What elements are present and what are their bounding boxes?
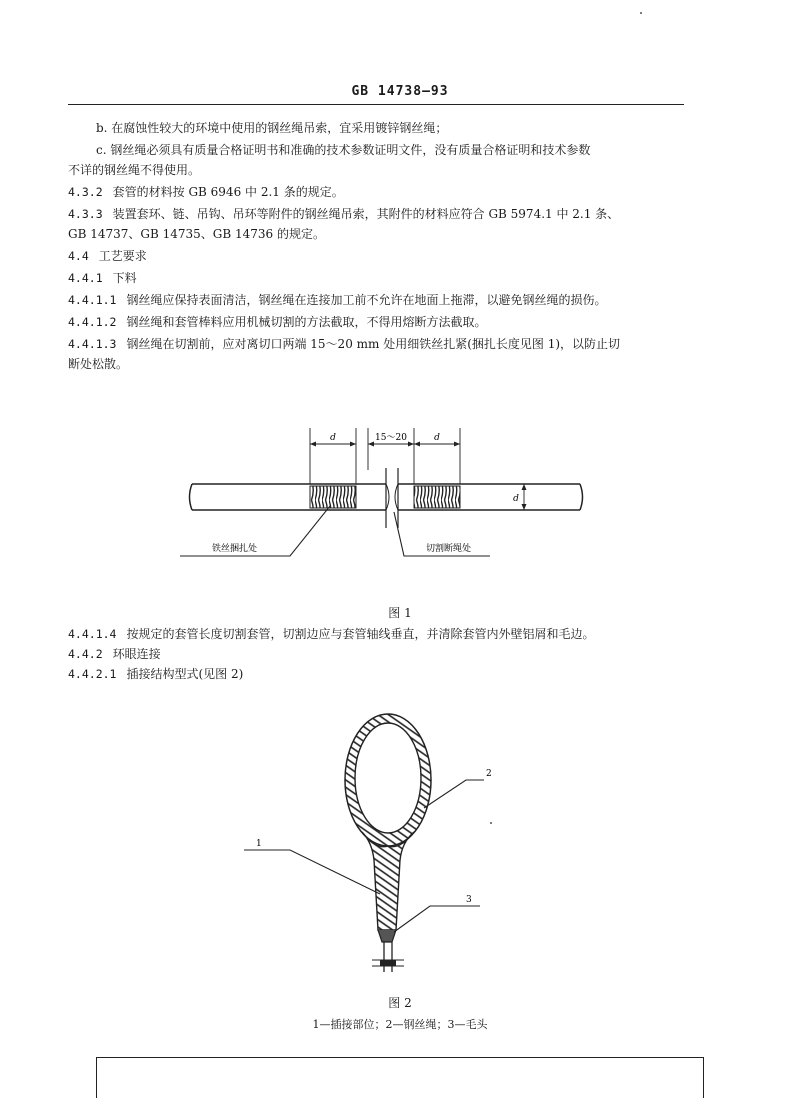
callout-1: 1 — [256, 839, 262, 849]
dim-label-15-20: 15～20 — [375, 433, 407, 443]
header-rule — [68, 104, 684, 105]
clause-4-3-3-cont: GB 14737、GB 14735、GB 14736 的规定。 — [68, 227, 325, 241]
clause-4-3-2: 4.3.2 套管的材料按 GB 6946 中 2.1 条的规定。 — [68, 185, 344, 199]
callout-3: 3 — [466, 895, 472, 905]
figure-2-diagram — [0, 710, 800, 980]
label-cut-position: 切割断绳处 — [426, 544, 472, 554]
label-binding-position: 铁丝捆扎处 — [212, 544, 258, 554]
cut-mark — [386, 468, 398, 528]
rope-splice-body — [362, 832, 414, 942]
clause-4-4-1-1: 4.4.1.1 钢丝绳应保持表面清洁，钢丝绳在连接加工前不允许在地面上拖滞，以避免钢丝绳的损伤。 — [68, 293, 607, 307]
clause-4-3-3: 4.3.3 装置套环、链、吊钩、吊环等附件的钢丝绳吊索，其附件的材料应符合 GB 5974.1 中 2.1 条、 — [68, 207, 620, 221]
scan-speck — [640, 12, 642, 14]
clause-4-4-1-2: 4.4.1.2 钢丝绳和套管棒料应用机械切割的方法截取，不得用熔断方法截取。 — [68, 315, 487, 329]
wire-rope-left — [190, 484, 387, 510]
figure-1-diagram — [0, 420, 800, 590]
section-4-4-1-heading: 4.4.1 下料 — [68, 271, 137, 285]
clause-4-4-2-1: 4.4.2.1 插接结构型式(见图 2) — [68, 667, 244, 681]
section-4-4-2-heading: 4.4.2 环眼连接 — [68, 647, 161, 661]
clause-4-4-1-4: 4.4.1.4 按规定的套管长度切割套管，切割边应与套管轴线垂直，并清除套管内外壁铝屑和毛边。 — [68, 627, 595, 641]
dim-label-d-left: d — [330, 433, 336, 443]
wire-binding-right — [414, 486, 460, 508]
rope-eye-loop — [345, 714, 431, 846]
item-c-cont: 不详的钢丝绳不得使用。 — [68, 163, 201, 177]
dim-label-d-right: d — [434, 433, 440, 443]
clause-4-4-1-3-cont: 断处松散。 — [68, 357, 129, 371]
bottom-frame — [96, 1057, 704, 1098]
figure-2-legend: 1—插接部位；2—钢丝绳；3—毛头 — [312, 1018, 488, 1031]
dim-label-diameter: d — [513, 494, 519, 504]
section-4-4-heading: 4.4 工艺要求 — [68, 249, 147, 263]
wire-binding-left — [310, 486, 356, 508]
rope-tail — [372, 942, 404, 972]
page-header: GB 14738—93 — [351, 84, 449, 99]
callout-2: 2 — [486, 769, 492, 779]
item-c: c. 钢丝绳必须具有质量合格证明书和准确的技术参数证明文件，没有质量合格证明和技术参数 — [96, 143, 591, 157]
figure-1-caption: 图 1 — [388, 606, 412, 620]
clause-4-4-1-3: 4.4.1.3 钢丝绳在切割前，应对离切口两端 15～20 mm 处用细铁丝扎紧(捆扎长度见图 1)，以防止切 — [68, 337, 621, 351]
figure-2-caption: 图 2 — [388, 996, 412, 1010]
item-b: b. 在腐蚀性较大的环境中使用的钢丝绳吊索，宜采用镀锌钢丝绳； — [96, 121, 448, 135]
